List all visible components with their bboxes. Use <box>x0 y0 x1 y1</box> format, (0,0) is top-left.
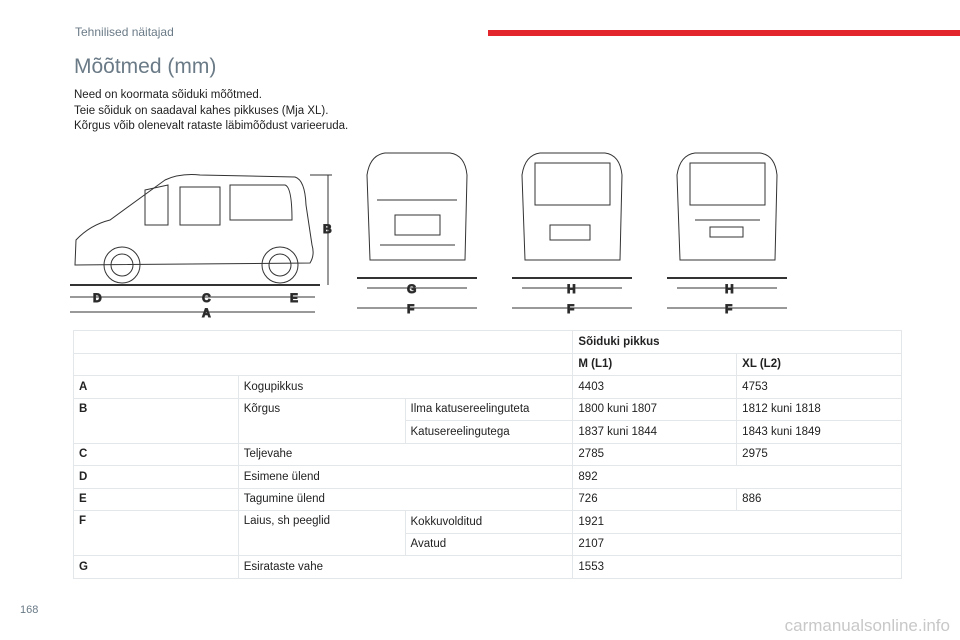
value-m: 2785 <box>573 443 737 466</box>
row-code: D <box>74 466 239 489</box>
row-code: F <box>74 511 239 556</box>
table-row <box>74 331 902 354</box>
col-xl: XL (L2) <box>737 353 902 376</box>
value-xl: 4753 <box>737 376 902 399</box>
value-xl: 1812 kuni 1818 <box>737 398 902 421</box>
label-b: B <box>323 222 332 236</box>
row-code: C <box>74 443 239 466</box>
label-f: F <box>725 302 733 316</box>
value-m: 1837 kuni 1844 <box>573 421 737 444</box>
value-both: 892 <box>573 466 902 489</box>
section-header: Tehnilised näitajad <box>75 25 174 39</box>
row-name: Teljevahe <box>238 443 573 466</box>
intro-line: Kõrgus võib olenevalt rataste läbimõõdust varieeruda. <box>74 120 349 132</box>
value-m: 4403 <box>573 376 737 399</box>
row-name: Tagumine ülend <box>238 488 573 511</box>
accent-bar <box>488 30 960 36</box>
label-g: G <box>407 282 417 296</box>
label-d: D <box>93 291 102 305</box>
value-xl: 2975 <box>737 443 902 466</box>
table-row <box>74 443 902 466</box>
table-row <box>74 398 902 421</box>
front-view <box>357 153 477 316</box>
page-number: 168 <box>20 604 39 616</box>
rear-view-1 <box>512 153 632 316</box>
value-both: 1553 <box>573 556 902 579</box>
row-sub: Avatud <box>405 533 573 556</box>
intro-line: Need on koormata sõiduki mõõtmed. <box>74 89 262 101</box>
page-title: Mõõtmed (mm) <box>74 55 217 78</box>
label-h: H <box>725 282 734 296</box>
label-a: A <box>202 306 211 320</box>
row-name: Esirataste vahe <box>238 556 573 579</box>
value-xl: 886 <box>737 488 902 511</box>
table-row <box>74 556 902 579</box>
watermark: carmanualsonline.info <box>784 616 950 635</box>
row-code: E <box>74 488 239 511</box>
label-e: E <box>290 291 299 305</box>
row-sub: Ilma katusereelinguteta <box>405 398 573 421</box>
dimensions-table <box>73 330 902 579</box>
row-sub: Kokkuvolditud <box>405 511 573 534</box>
value-m: 726 <box>573 488 737 511</box>
value-xl: 1843 kuni 1849 <box>737 421 902 444</box>
table-row <box>74 488 902 511</box>
row-code: A <box>74 376 239 399</box>
vehicle-dimension-diagrams <box>70 145 810 325</box>
rear-view-2 <box>667 153 787 316</box>
table-row <box>74 466 902 489</box>
label-f: F <box>567 302 575 316</box>
label-f: F <box>407 302 415 316</box>
row-code: B <box>74 398 239 443</box>
table-row <box>74 353 902 376</box>
row-sub: Katusereelingutega <box>405 421 573 444</box>
side-view <box>70 175 332 320</box>
value-m: 1800 kuni 1807 <box>573 398 737 421</box>
label-h: H <box>567 282 576 296</box>
group-header: Sõiduki pikkus <box>573 331 902 354</box>
row-code: G <box>74 556 239 579</box>
intro-line: Teie sõiduk on saadaval kahes pikkuses (Mja XL). <box>74 104 329 117</box>
value-both: 2107 <box>573 533 902 556</box>
label-c: C <box>202 291 211 305</box>
row-name: Esimene ülend <box>238 466 573 489</box>
row-name: Kogupikkus <box>238 376 573 399</box>
table-row <box>74 376 902 399</box>
table-row <box>74 511 902 534</box>
value-both: 1921 <box>573 511 902 534</box>
col-m: M (L1) <box>573 353 737 376</box>
intro-text <box>74 88 348 135</box>
row-name: Laius, sh peeglid <box>238 511 405 556</box>
row-name: Kõrgus <box>238 398 405 443</box>
